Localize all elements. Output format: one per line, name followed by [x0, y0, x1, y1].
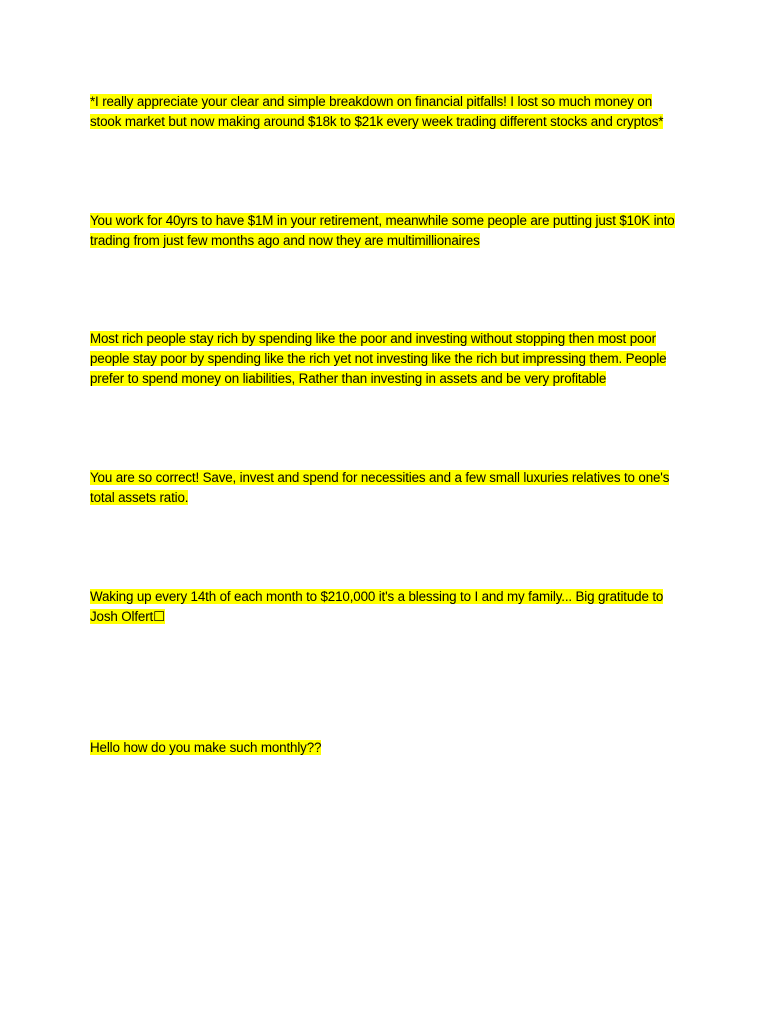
highlighted-text: You are so correct! Save, invest and spend for necessities and a few small luxuries relatives to one's total assets ratio.: [90, 470, 670, 505]
highlighted-text: Most rich people stay rich by spending like the poor and investing without stopping then most poor people stay poor by spending like the rich yet not investing like the rich but impressing them. People prefer to spend money on liabilities, Rather than investing in assets and be very profitable: [90, 331, 667, 386]
comment-paragraph-5: [90, 587, 682, 627]
highlighted-text: *I really appreciate your clear and simple breakdown on financial pitfalls! I lost so much money on stook market but now making around $18k to $21k every week trading different stocks and cryptos*: [90, 94, 664, 129]
comment-paragraph-3: [90, 329, 682, 389]
comment-paragraph-2: [90, 211, 682, 251]
highlighted-text: Hello how do you make such monthly??: [90, 740, 322, 755]
comment-paragraph-6: [90, 738, 682, 758]
highlighted-text: Waking up every 14th of each month to $210,000 it's a blessing to I and my family... Big gratitude to Josh Olfert☐: [90, 589, 664, 624]
highlighted-text: You work for 40yrs to have $1M in your retirement, meanwhile some people are putting just $10K into trading from just few months ago and now they are multimillionaires: [90, 213, 675, 248]
comment-paragraph-4: [90, 468, 682, 508]
comment-paragraph-1: [90, 92, 682, 132]
